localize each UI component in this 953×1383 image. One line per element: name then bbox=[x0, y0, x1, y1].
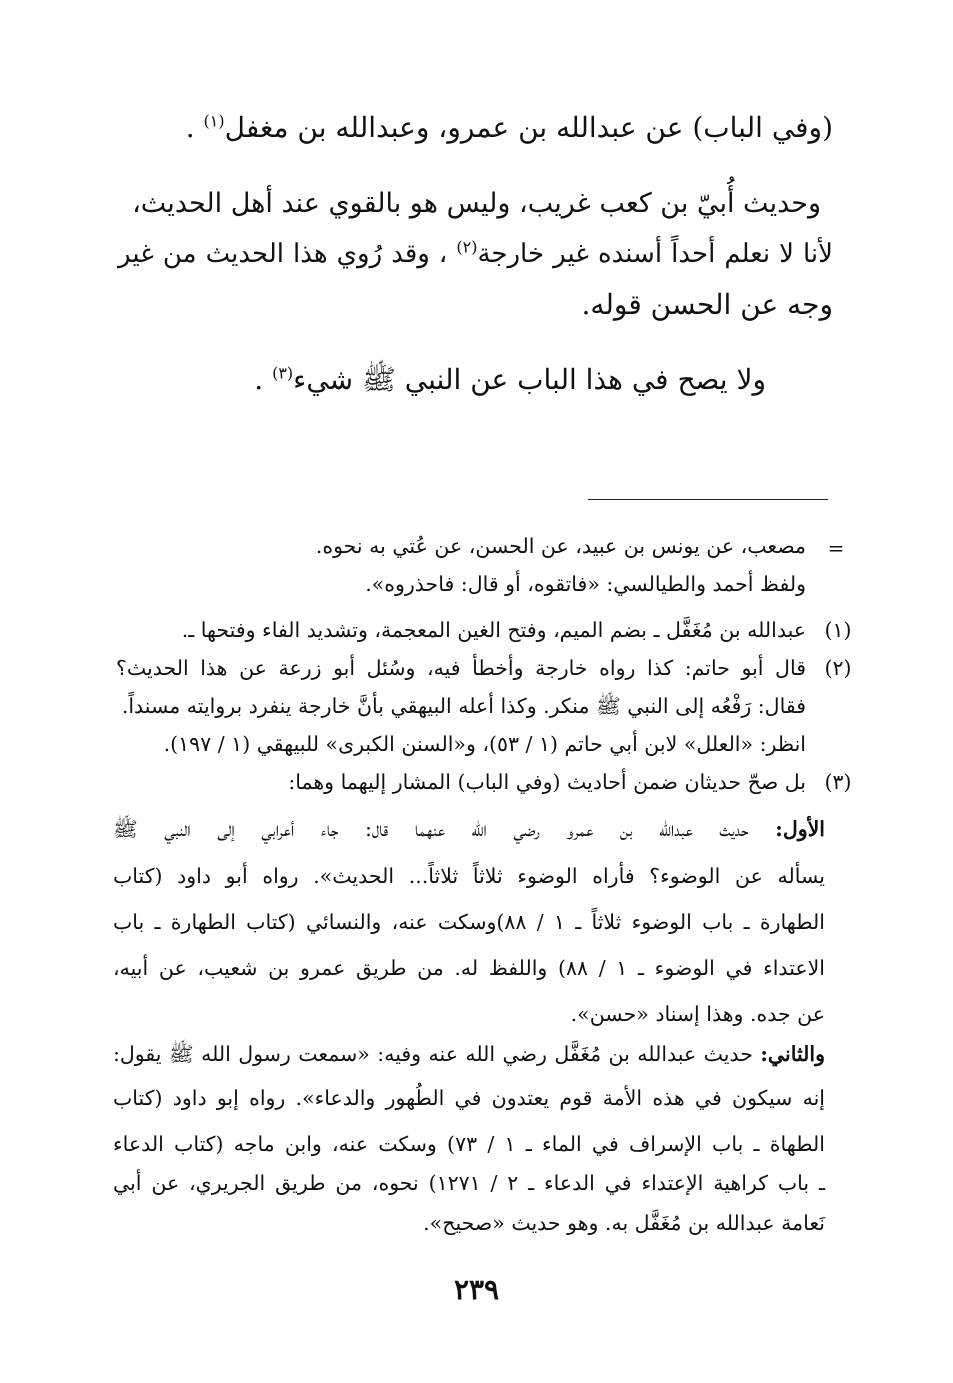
main-text-line-1 bbox=[118, 108, 833, 148]
first-label: الأول: bbox=[775, 817, 825, 841]
main-text-line-3 bbox=[118, 234, 833, 274]
footnote-3-first-line-3: الطهارة ـ باب الوضوء ثلاثاً ـ ١ / ٨٨)وسكت عنه، والنسائي (كتاب الطهارة ـ باب bbox=[113, 910, 825, 934]
footnote-3-first-line-2: يسأله عن الوضوء؟ فأراه الوضوء ثلاثاً ثلاثاً... الحديث». رواه أبو داود (كتاب bbox=[113, 864, 825, 888]
footnote-separator bbox=[588, 499, 828, 500]
main-text-fragment: لأنا لا نعلم أحداً أسنده غير خارجة bbox=[477, 239, 833, 269]
footnote-3-first-line-4: الاعتداء في الوضوء ـ ١ / ٨٨) واللفظ له. من طريق عمرو بن شعيب، عن أبيه، bbox=[113, 956, 825, 980]
footnote-number-2: (٢) bbox=[824, 656, 852, 680]
footnote-3-second-line-2: إنه سيكون في هذه الأمة قوم يعتدون في الطُهور والدعاء». رواه إبو داود (كتاب bbox=[113, 1086, 825, 1110]
main-text-fragment: (وفي الباب) عن عبدالله بن عمرو، وعبدالله بن مغفل bbox=[224, 111, 833, 144]
footnote-2-line-2: فقال: رَفْعُه إلى النبي ﷺ منكر. وكذا أعله البيهقي بأنَّ خارجة ينفرد بروايته مسنداً. bbox=[121, 694, 806, 718]
footnote-2-line-3: انظر: «العلل» لابن أبي حاتم (١ / ٥٣)، و«السنن الكبرى» للبيهقي (١ / ١٩٧). bbox=[163, 732, 806, 756]
footnote-text: حديث عبدالله بن عمرو رضي الله عنهما قال: جاء أعرابي إلى النبي ﷺ bbox=[113, 817, 776, 841]
footnote-2-line-1: قال أبو حاتم: كذا رواه خارجة وأخطأ فيه، وسُئل أبو زرعة عن هذا الحديث؟ bbox=[116, 656, 806, 680]
page-number: ٢٣٩ bbox=[453, 1273, 500, 1306]
main-text-line-2: وحديث أُبيّ بن كعب غريب، وليس هو بالقوي عند أهل الحديث، bbox=[132, 188, 821, 219]
footnote-number-3: (٣) bbox=[824, 770, 852, 794]
footnote-number-1: (١) bbox=[824, 618, 852, 642]
footnote-3-second-line-5: نَعامة عبدالله بن مُغَفَّل به. وهو حديث «صحيح». bbox=[423, 1211, 825, 1235]
main-text-line-4: وجه عن الحسن قوله. bbox=[581, 288, 833, 321]
footnote-3-second-line-3: الطهاة ـ باب الإسراف في الماء ـ ١ / ٧٣) وسكت عنه، وابن ماجه (كتاب الدعاء bbox=[113, 1132, 825, 1156]
main-text-fragment: ، وقد رُوي هذا الحديث من غير bbox=[118, 239, 457, 269]
footnote-3-second-line-1 bbox=[113, 1036, 825, 1072]
main-text-fragment: ولا يصح في هذا الباب عن النبي ﷺ شيء bbox=[293, 363, 766, 396]
continuation-mark: = bbox=[827, 536, 845, 560]
footnote-3-line-1: بل صحّ حديثان ضمن أحاديث (وفي الباب) المشار إليهما وهما: bbox=[288, 770, 806, 794]
footnote-continued-line-1: مصعب، عن يونس بن عبيد، عن الحسن، عن عُتي به نحوه. bbox=[315, 534, 806, 558]
footnote-3-second-line-4: ـ باب كراهية الإعتداء في الدعاء ـ ٢ / ١٢٧١) نحوه، من طريق الجريري، عن أبي bbox=[113, 1171, 825, 1195]
footnote-reference-1: (١) bbox=[203, 111, 225, 131]
footnote-continued-line-2: ولفظ أحمد والطيالسي: «فاتقوه، أو قال: فاحذروه». bbox=[365, 572, 806, 596]
footnote-1-line-1: عبدالله بن مُغَفَّل ـ بضم الميم، وفتح الغين المعجمة، وتشديد الفاء وفتحها ـ. bbox=[181, 618, 806, 642]
footnote-3-first-line-1 bbox=[113, 811, 825, 847]
footnote-reference-2: (٢) bbox=[456, 237, 478, 257]
main-text-line-5 bbox=[126, 360, 766, 400]
footnote-3-first-line-5: عن جده. وهذا إسناد «حسن». bbox=[570, 1002, 825, 1026]
footnote-reference-3: (٣) bbox=[272, 363, 294, 383]
second-label: والثاني: bbox=[760, 1042, 825, 1066]
punctuation: . bbox=[254, 363, 273, 396]
footnote-text: حديث عبدالله بن مُغَفَّل رضي الله عنه وفيه: «سمعت رسول الله ﷺ يقول: bbox=[113, 1042, 761, 1066]
punctuation: . bbox=[185, 111, 204, 144]
